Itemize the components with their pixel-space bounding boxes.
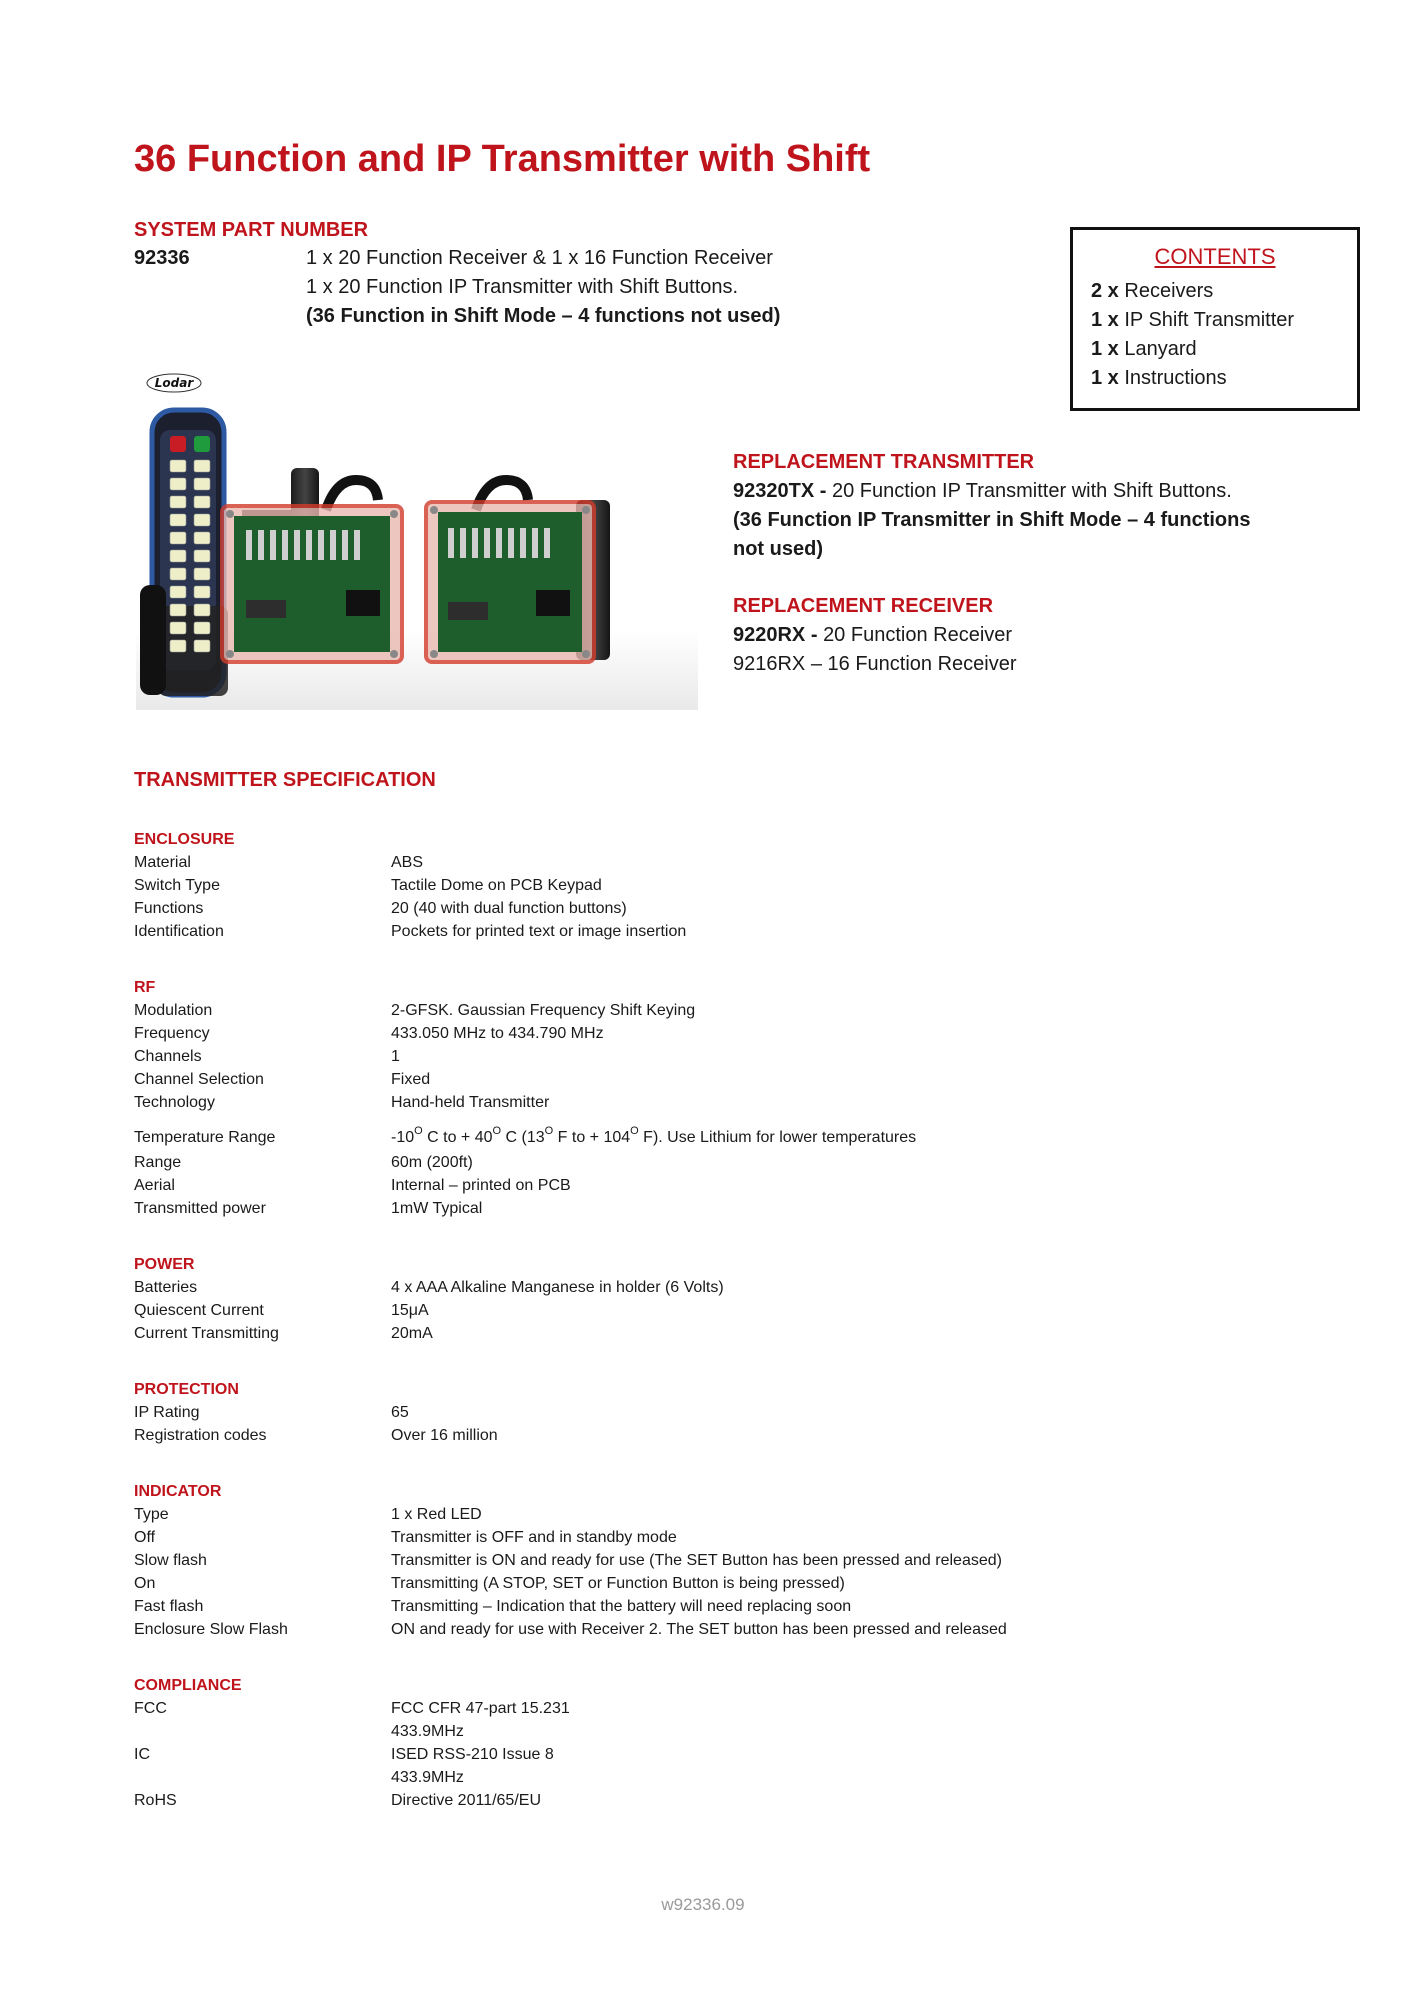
spec-label: Batteries <box>134 1279 198 1296</box>
spec-label: Slow flash <box>134 1552 207 1569</box>
spec-row <box>134 1743 1134 1766</box>
spec-row <box>134 1197 1134 1220</box>
spec-value: ISED RSS-210 Issue 8 <box>391 1746 554 1763</box>
spec-row <box>134 851 1134 874</box>
spec-row <box>134 1322 1134 1345</box>
contents-qty: 1 x <box>1091 367 1119 389</box>
spec-section-heading: COMPLIANCE <box>134 1677 242 1694</box>
contents-item <box>1091 364 1294 393</box>
contents-title: CONTENTS <box>1154 244 1276 269</box>
spec-value: 1 x Red LED <box>391 1506 482 1523</box>
product-image <box>136 370 698 710</box>
spec-value: ABS <box>391 854 424 871</box>
contents-label: Lanyard <box>1124 338 1197 360</box>
spec-label: Fast flash <box>134 1598 204 1615</box>
spec-row <box>134 1299 1134 1322</box>
system-part-heading: SYSTEM PART NUMBER <box>134 219 369 241</box>
spec-value: Directive 2011/65/EU <box>391 1792 541 1809</box>
spec-value: Transmitter is OFF and in standby mode <box>391 1529 677 1546</box>
spec-value: 433.9MHz <box>391 1723 464 1740</box>
contents-label: Receivers <box>1124 280 1214 302</box>
spec-row <box>134 1766 1134 1789</box>
system-part-note: (36 Function in Shift Mode – 4 functions not used) <box>306 305 781 327</box>
spec-value: 15μA <box>391 1302 429 1319</box>
receiver-unit <box>222 468 402 662</box>
temp-part: C (13 <box>501 1129 545 1146</box>
spec-label: Registration codes <box>134 1427 267 1444</box>
document-code: w92336.09 <box>661 1895 745 1914</box>
spec-section-heading: INDICATOR <box>134 1483 222 1500</box>
replacement-transmitter-code: 92320TX - <box>733 480 827 502</box>
spec-row <box>134 920 1134 943</box>
replacement-transmitter-note: not used) <box>733 538 823 560</box>
replacement-transmitter-line <box>733 477 1293 506</box>
contents-item <box>1091 277 1294 306</box>
spec-row <box>134 1151 1134 1174</box>
degree-symbol: O <box>544 1125 554 1137</box>
contents-list <box>1091 277 1294 393</box>
spec-value: 2-GFSK. Gaussian Frequency Shift Keying <box>391 1002 696 1019</box>
contents-label: IP Shift Transmitter <box>1124 309 1295 331</box>
spec-label: Range <box>134 1154 182 1171</box>
spec-row <box>134 999 1134 1022</box>
replacement-receiver-details <box>733 621 1017 679</box>
contents-item <box>1091 306 1294 335</box>
contents-box <box>1070 227 1360 411</box>
spec-row <box>134 1549 1134 1572</box>
spec-row <box>134 1276 1134 1299</box>
page-title: 36 Function and IP Transmitter with Shift <box>134 138 871 180</box>
temp-part: C to + 40 <box>422 1129 493 1146</box>
spec-section-protection <box>134 1378 1134 1447</box>
replacement-receiver-heading: REPLACEMENT RECEIVER <box>733 595 994 617</box>
spec-label: Temperature Range <box>134 1129 276 1146</box>
lodar-logo-text: Lodar <box>154 376 194 390</box>
spec-value: 1 <box>391 1048 400 1065</box>
spec-label: Aerial <box>134 1177 175 1194</box>
spec-value: Fixed <box>391 1071 431 1088</box>
spec-value: Transmitting (A STOP, SET or Function Button is being pressed) <box>391 1575 845 1592</box>
spec-label: Quiescent Current <box>134 1302 264 1319</box>
temp-part: F to + 104 <box>553 1129 631 1146</box>
spec-label: Functions <box>134 900 204 917</box>
replacement-receiver-line <box>733 621 1017 650</box>
system-part-number: 92336 <box>134 247 190 269</box>
spec-label: Off <box>134 1529 156 1546</box>
degree-symbol: O <box>630 1125 639 1137</box>
spec-row <box>134 1526 1134 1549</box>
spec-value: 20mA <box>391 1325 433 1342</box>
replacement-receiver-line: 9216RX – 16 Function Receiver <box>733 653 1017 675</box>
contents-item <box>1091 335 1294 364</box>
spec-value: ON and ready for use with Receiver 2. The SET button has been pressed and released <box>391 1621 1007 1638</box>
spec-label <box>134 1720 391 1743</box>
replacement-transmitter-note: (36 Function IP Transmitter in Shift Mode – 4 functions <box>733 509 1251 531</box>
receiver-unit <box>426 480 610 662</box>
spec-label: Channels <box>134 1048 202 1065</box>
system-part-line: 1 x 20 Function Receiver & 1 x 16 Function Receiver <box>306 247 773 269</box>
spec-value: Hand-held Transmitter <box>391 1094 550 1111</box>
spec-row <box>134 1720 1134 1743</box>
spec-row <box>134 874 1134 897</box>
spec-label: Transmitted power <box>134 1200 266 1217</box>
spec-label: Type <box>134 1506 169 1523</box>
spec-value: Over 16 million <box>391 1427 498 1444</box>
spec-label: IC <box>134 1746 150 1763</box>
spec-value: Internal – printed on PCB <box>391 1177 571 1194</box>
contents-label: Instructions <box>1124 367 1227 389</box>
replacement-receiver-desc: 20 Function Receiver <box>823 624 1013 646</box>
spec-section-rf <box>134 976 1134 1220</box>
spec-value: 65 <box>391 1404 409 1421</box>
spec-value: 60m (200ft) <box>391 1154 473 1171</box>
spec-label: Technology <box>134 1094 215 1111</box>
spec-row-temperature <box>134 1126 1134 1151</box>
system-part-description <box>306 244 780 331</box>
spec-label: Channel Selection <box>134 1071 264 1088</box>
spec-section-heading: RF <box>134 979 156 996</box>
spec-row <box>134 1697 1134 1720</box>
temp-part: F). Use Lithium for lower temperatures <box>638 1129 917 1146</box>
spec-label: Current Transmitting <box>134 1325 279 1342</box>
replacement-transmitter-desc: 20 Function IP Transmitter with Shift Buttons. <box>831 480 1232 502</box>
spec-label: Enclosure Slow Flash <box>134 1621 288 1638</box>
system-part-line: 1 x 20 Function IP Transmitter with Shift Buttons. <box>306 276 739 298</box>
temperature-value <box>391 1126 916 1151</box>
spec-section-heading: PROTECTION <box>134 1381 239 1398</box>
product-illustration <box>136 370 698 710</box>
spec-section-indicator <box>134 1480 1134 1641</box>
spec-section-heading: POWER <box>134 1256 195 1273</box>
contents-qty: 1 x <box>1091 338 1119 360</box>
spec-row <box>134 1424 1134 1447</box>
spec-label: Modulation <box>134 1002 213 1019</box>
spec-row <box>134 1401 1134 1424</box>
spec-value: 20 (40 with dual function buttons) <box>391 900 627 917</box>
degree-symbol: O <box>414 1125 423 1137</box>
replacement-transmitter-details <box>733 477 1293 564</box>
contents-qty: 2 x <box>1091 280 1119 302</box>
spec-value: Tactile Dome on PCB Keypad <box>391 877 602 894</box>
spec-row <box>134 1572 1134 1595</box>
spec-value: Transmitter is ON and ready for use (The SET Button has been pressed and released) <box>391 1552 1002 1569</box>
spec-row <box>134 897 1134 920</box>
spec-row <box>134 1595 1134 1618</box>
document-code-footer <box>0 1895 1414 1915</box>
spec-title: TRANSMITTER SPECIFICATION <box>134 769 436 791</box>
spec-section-enclosure <box>134 828 1134 943</box>
spec-value: 433.9MHz <box>391 1769 464 1786</box>
spec-value: FCC CFR 47-part 15.231 <box>391 1700 570 1717</box>
spec-section-compliance <box>134 1674 1134 1812</box>
spec-label: FCC <box>134 1700 167 1717</box>
spec-row <box>134 1503 1134 1526</box>
spec-row <box>134 1045 1134 1068</box>
spec-value: 433.050 MHz to 434.790 MHz <box>391 1025 604 1042</box>
replacement-transmitter-heading: REPLACEMENT TRANSMITTER <box>733 451 1035 473</box>
spec-value: Transmitting – Indication that the battery will need replacing soon <box>391 1598 852 1615</box>
spec-label: IP Rating <box>134 1404 200 1421</box>
spec-section-heading: ENCLOSURE <box>134 831 235 848</box>
spec-row <box>134 1068 1134 1091</box>
spec-value: Pockets for printed text or image insertion <box>391 923 687 940</box>
replacement-receiver-code: 9220RX - <box>733 624 818 646</box>
spec-table <box>134 828 1134 1845</box>
spec-label: Switch Type <box>134 877 220 894</box>
spec-row <box>134 1022 1134 1045</box>
transmitter-handset <box>140 410 228 696</box>
spec-section-power <box>134 1253 1134 1345</box>
spec-label: On <box>134 1575 156 1592</box>
spec-label: Material <box>134 854 191 871</box>
spec-label: Frequency <box>134 1025 210 1042</box>
contents-qty: 1 x <box>1091 309 1119 331</box>
spec-label: Identification <box>134 923 224 940</box>
spec-value: 4 x AAA Alkaline Manganese in holder (6 Volts) <box>391 1279 724 1296</box>
spec-row <box>134 1174 1134 1197</box>
spec-value: 1mW Typical <box>391 1200 483 1217</box>
spec-label <box>134 1766 391 1789</box>
spec-row <box>134 1789 1134 1812</box>
spec-row <box>134 1091 1134 1114</box>
spec-label: RoHS <box>134 1792 177 1809</box>
degree-symbol: O <box>492 1125 502 1137</box>
lodar-logo <box>147 374 201 392</box>
spec-row <box>134 1618 1134 1641</box>
temp-part: -10 <box>391 1129 415 1146</box>
